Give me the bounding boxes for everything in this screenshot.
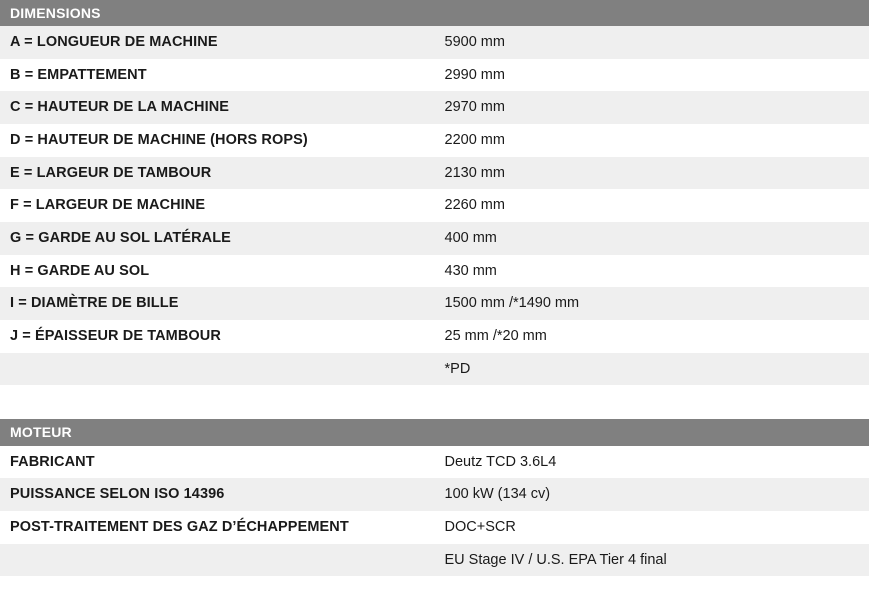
dimensions-header-title: DIMENSIONS xyxy=(0,0,869,26)
row-label: F = LARGEUR DE MACHINE xyxy=(0,189,435,222)
table-row xyxy=(0,511,869,544)
row-label: D = HAUTEUR DE MACHINE (HORS ROPS) xyxy=(0,124,435,157)
row-label: I = DIAMÈTRE DE BILLE xyxy=(0,287,435,320)
table-row xyxy=(0,189,869,222)
table-row xyxy=(0,91,869,124)
row-value: 2970 mm xyxy=(435,91,869,124)
row-value: EU Stage IV / U.S. EPA Tier 4 final xyxy=(435,544,869,577)
row-value: *PD xyxy=(435,353,869,386)
table-row xyxy=(0,478,869,511)
row-label: A = LONGUEUR DE MACHINE xyxy=(0,26,435,59)
table-row xyxy=(0,26,869,59)
row-label: PUISSANCE SELON ISO 14396 xyxy=(0,478,435,511)
row-value: 100 kW (134 cv) xyxy=(435,478,869,511)
row-label: C = HAUTEUR DE LA MACHINE xyxy=(0,91,435,124)
row-label: B = EMPATTEMENT xyxy=(0,59,435,92)
engine-table xyxy=(0,419,869,576)
row-value: 2990 mm xyxy=(435,59,869,92)
dimensions-header-row xyxy=(0,0,869,26)
row-value: 2200 mm xyxy=(435,124,869,157)
table-row xyxy=(0,544,869,577)
row-label: FABRICANT xyxy=(0,446,435,479)
row-label: E = LARGEUR DE TAMBOUR xyxy=(0,157,435,190)
engine-section xyxy=(0,419,869,576)
row-label: G = GARDE AU SOL LATÉRALE xyxy=(0,222,435,255)
table-row-footnote xyxy=(0,353,869,386)
table-row xyxy=(0,320,869,353)
table-row xyxy=(0,157,869,190)
table-row xyxy=(0,446,869,479)
engine-header-row xyxy=(0,419,869,445)
row-value: 2130 mm xyxy=(435,157,869,190)
table-row xyxy=(0,59,869,92)
row-value: 1500 mm /*1490 mm xyxy=(435,287,869,320)
table-row xyxy=(0,287,869,320)
row-label: H = GARDE AU SOL xyxy=(0,255,435,288)
row-label: POST-TRAITEMENT DES GAZ D’ÉCHAPPEMENT xyxy=(0,511,435,544)
table-row xyxy=(0,124,869,157)
table-row xyxy=(0,255,869,288)
row-value: 2260 mm xyxy=(435,189,869,222)
row-value: 430 mm xyxy=(435,255,869,288)
row-value: 400 mm xyxy=(435,222,869,255)
row-value: DOC+SCR xyxy=(435,511,869,544)
engine-header-title: MOTEUR xyxy=(0,419,869,445)
row-value: 25 mm /*20 mm xyxy=(435,320,869,353)
row-label xyxy=(0,353,435,386)
row-value: Deutz TCD 3.6L4 xyxy=(435,446,869,479)
row-label xyxy=(0,544,435,577)
table-row xyxy=(0,222,869,255)
section-divider xyxy=(0,385,869,419)
row-value: 5900 mm xyxy=(435,26,869,59)
row-label: J = ÉPAISSEUR DE TAMBOUR xyxy=(0,320,435,353)
